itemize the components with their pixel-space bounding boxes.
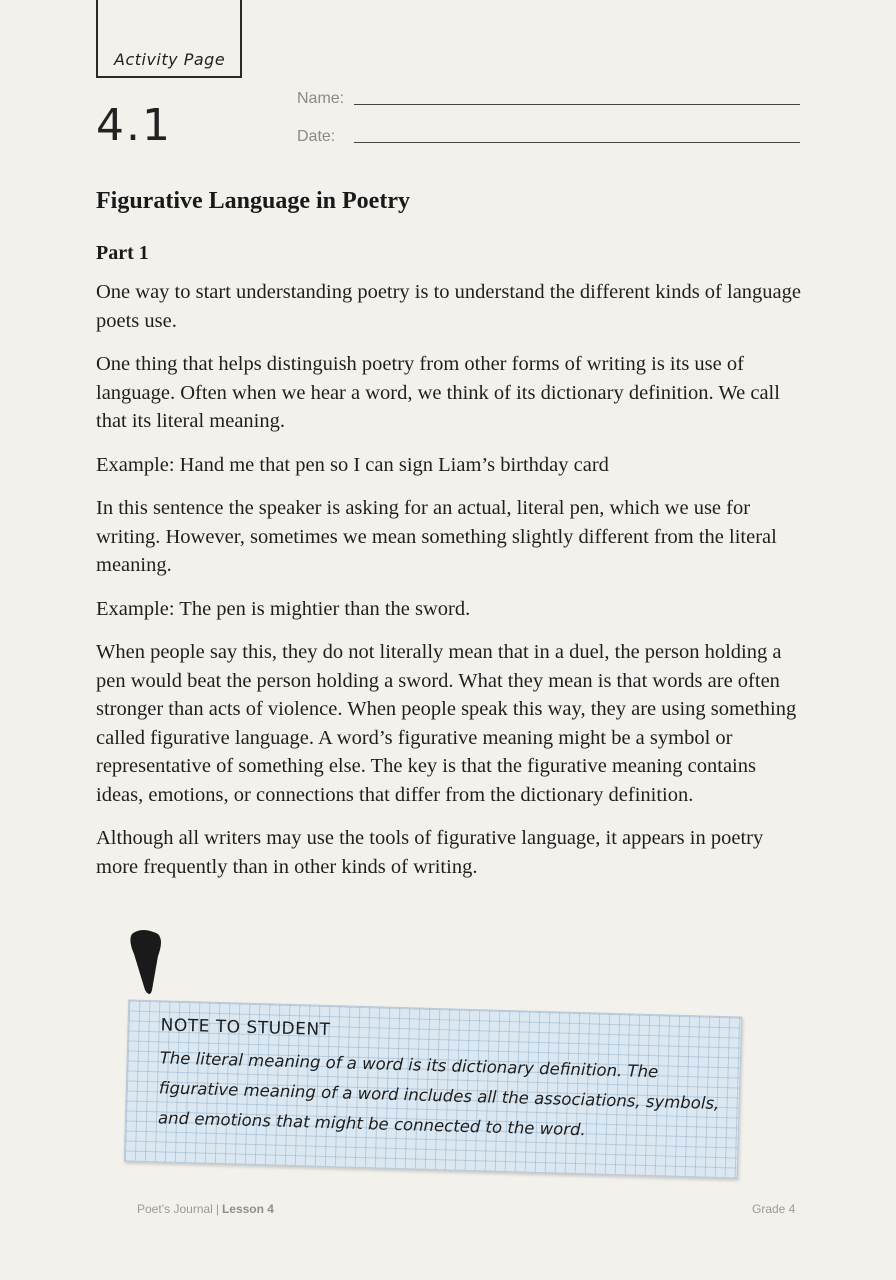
- date-field-line[interactable]: [354, 142, 800, 143]
- body-text: [96, 278, 808, 896]
- page-title: Figurative Language in Poetry: [96, 188, 410, 214]
- footer-grade: Grade 4: [752, 1202, 796, 1216]
- activity-page-box: [96, 0, 242, 78]
- paragraph: Although all writers may use the tools of figurative language, it appears in poetry more frequently than in other kinds of writing.: [96, 827, 764, 878]
- footer-journal-title: Poet’s Journal: [137, 1202, 213, 1216]
- name-label: Name:: [297, 90, 345, 107]
- page-number: 4.1: [96, 100, 172, 151]
- example-paragraph: Example: Hand me that pen so I can sign Liam’s birthday card: [96, 453, 609, 476]
- footer-separator: |: [215, 1202, 219, 1216]
- footer-journal: [137, 1202, 274, 1216]
- note-text: The literal meaning of a word is its dictionary definition. The figurative meaning of a word includes all the associations, symbols, and emotions that might be connected to the word.: [157, 1048, 720, 1140]
- activity-page-label: Activity Page: [114, 50, 226, 69]
- name-field-line[interactable]: [354, 104, 800, 105]
- example-paragraph: Example: The pen is mightier than the sword.: [96, 597, 471, 620]
- paragraph: When people say this, they do not literally mean that in a duel, the person holding a pen would beat the person holding a sword. What they mean is that words are often stronger than acts of violence. When people speak this way, they are using something called figurative language. A word’s figurative meaning might be a symbol or representative of something else. The key is that the figurative meaning contains ideas, emotions, or connections that differ from the dictionary definition.: [96, 641, 797, 806]
- note-title: NOTE TO STUDENT: [160, 1015, 331, 1041]
- footer-lesson: Lesson 4: [221, 1202, 274, 1216]
- note-to-student: [124, 999, 742, 1178]
- part-heading: Part 1: [96, 242, 149, 264]
- paragraph: One thing that helps distinguish poetry from other forms of writing is its use of language. Often when we hear a word, we think of its dictionary definition. We call that its literal meaning.: [96, 353, 780, 432]
- paragraph: One way to start understanding poetry is to understand the different kinds of language poets use.: [96, 281, 801, 332]
- date-label: Date:: [297, 128, 336, 145]
- paragraph: In this sentence the speaker is asking for an actual, literal pen, which we use for writing. However, sometimes we mean something slightly different from the literal meaning.: [96, 497, 777, 576]
